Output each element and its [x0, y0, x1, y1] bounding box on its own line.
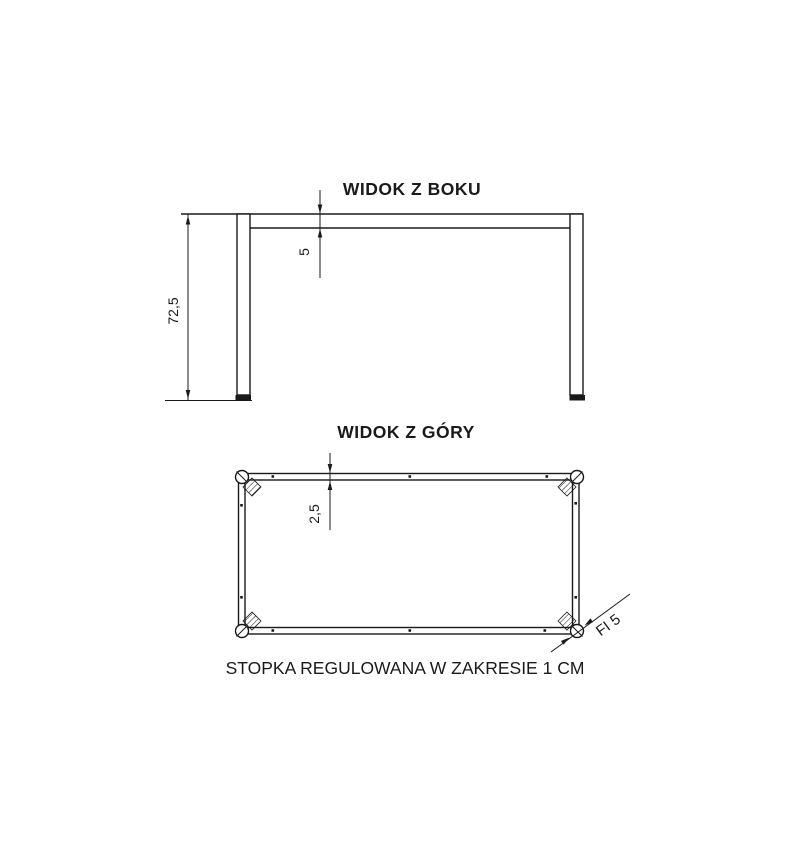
foot-diameter-label: FI 5 [592, 610, 624, 640]
side-view-right-leg [570, 214, 583, 395]
rail-screw-marks [240, 475, 577, 632]
side-view-left-foot [236, 395, 252, 400]
frame-width-dimension-label: 2,5 [306, 504, 322, 524]
caption: STOPKA REGULOWANA W ZAKRESIE 1 CM [225, 658, 585, 678]
side-view-left-leg [237, 214, 250, 395]
top-view-title: WIDOK Z GÓRY [337, 422, 475, 442]
thickness-dimension-arrow-top [318, 205, 323, 214]
height-dimension-label: 72,5 [165, 297, 181, 325]
height-dimension-arrow-bottom [186, 390, 191, 399]
height-dimension-arrow-top [186, 216, 191, 225]
side-view-right-foot [570, 395, 586, 401]
side-view-title: WIDOK Z BOKU [342, 179, 482, 199]
frame-width-dimension-arrow-bottom [328, 481, 333, 490]
frame-width-dimension-arrow-top [328, 464, 333, 473]
thickness-dimension-arrow-bottom [318, 229, 323, 238]
thickness-dimension-label: 5 [296, 248, 312, 256]
